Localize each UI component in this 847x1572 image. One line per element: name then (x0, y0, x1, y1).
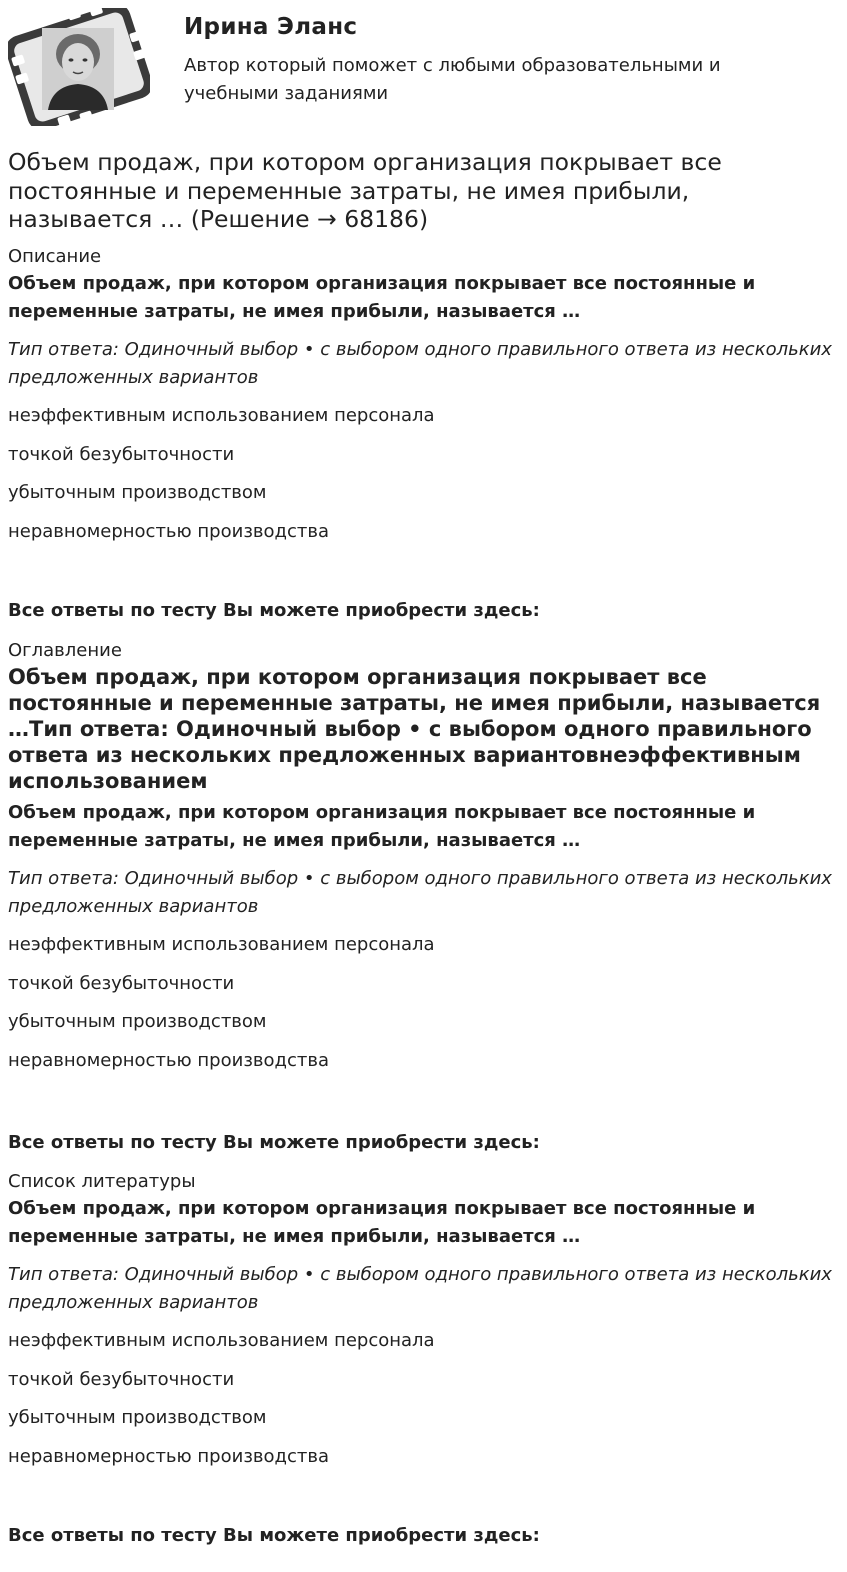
section-label-references: Список литературы (8, 1171, 196, 1192)
option-item: точкой безубыточности (8, 443, 235, 465)
buy-answers-link[interactable]: Все ответы по тесту Вы можете приобрести здесь: (8, 1132, 540, 1153)
answer-type: Тип ответа: Одиночный выбор • с выбором одного правильного ответа из нескольких предложенных вариантов (8, 1264, 832, 1313)
question-text: Объем продаж, при котором организация покрывает все постоянные и переменные затраты, не имея прибыли, называется … (8, 273, 756, 322)
question-text: Объем продаж, при котором организация покрывает все постоянные и переменные затраты, не имея прибыли, называется … (8, 1198, 756, 1247)
description-section (8, 244, 838, 556)
answer-type: Тип ответа: Одиночный выбор • с выбором одного правильного ответа из нескольких предложенных вариантов (8, 339, 832, 388)
option-item: неэффективным использованием персонала (8, 1330, 435, 1351)
question-text: Объем продаж, при котором организация покрывает все постоянные и переменные затраты, не имея прибыли, называется … (8, 802, 756, 851)
option-item: неравномерностью производства (8, 1049, 329, 1071)
toc-section (8, 638, 838, 1085)
buy-answers-link[interactable]: Все ответы по тесту Вы можете приобрести здесь: (8, 1525, 540, 1546)
buy-answers-link[interactable]: Все ответы по тесту Вы можете приобрести здесь: (8, 600, 540, 621)
option-item: убыточным производством (8, 1011, 267, 1032)
options-list (8, 402, 838, 546)
option-item: неравномерностью производства (8, 520, 329, 542)
author-name[interactable]: Ирина Эланс (184, 14, 358, 40)
references-section (8, 1169, 838, 1481)
author-description: Автор который поможет с любыми образовательными и учебными заданиями (184, 55, 721, 104)
section-label-toc: Оглавление (8, 640, 122, 661)
section-label-description: Описание (8, 246, 102, 267)
option-item: убыточным производством (8, 482, 267, 503)
options-list (8, 931, 838, 1075)
toc-heading: Объем продаж, при котором организация покрывает все постоянные и переменные затраты, не имея прибыли, называется …Тип ответа: Одиночный выбор • с выбором одного правильного ответа из нескольких предложенных вариантовнеэффективным использованием (8, 665, 821, 793)
option-item: точкой безубыточности (8, 972, 235, 994)
author-card (8, 8, 838, 128)
option-item: неэффективным использованием персонала (8, 934, 435, 955)
option-item: неэффективным использованием персонала (8, 405, 435, 426)
author-avatar (8, 8, 150, 126)
option-item: неравномерностью производства (8, 1445, 329, 1467)
answer-type: Тип ответа: Одиночный выбор • с выбором одного правильного ответа из нескольких предложенных вариантов (8, 868, 832, 917)
option-item: точкой безубыточности (8, 1368, 235, 1390)
option-item: убыточным производством (8, 1407, 267, 1428)
page-title: Объем продаж, при котором организация покрывает все постоянные и переменные затраты, не имея прибыли, называется … (Решение → 68186) (8, 148, 722, 233)
options-list (8, 1327, 838, 1471)
